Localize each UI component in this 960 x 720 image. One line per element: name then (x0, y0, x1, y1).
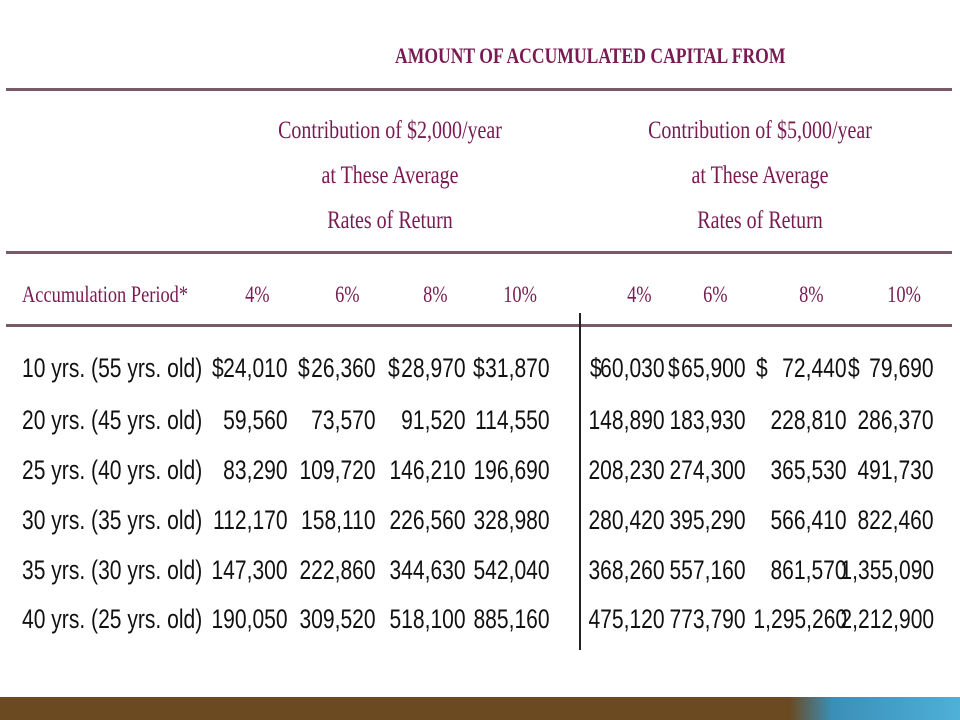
table-cell: 885,160 (473, 604, 550, 634)
table-cell: 196,690 (473, 455, 550, 485)
column-header-rate: 6% (702, 282, 728, 307)
column-header-rate: 8% (422, 282, 448, 307)
row-period-label: 30 yrs. (35 yrs. old) (22, 505, 203, 535)
table-cell: 79,690 (869, 353, 934, 383)
column-header-rate: 10% (503, 282, 537, 307)
table-cell: 822,460 (857, 505, 934, 535)
group-header-2000 (240, 108, 540, 243)
table-cell: 158,110 (301, 505, 376, 535)
table-cell: 542,040 (473, 555, 550, 585)
table-cell: 274,300 (669, 455, 746, 485)
table-cell: 1,295,260 (753, 604, 847, 634)
row-period-label: 25 yrs. (40 yrs. old) (22, 455, 203, 485)
currency-symbol: $ (212, 353, 224, 383)
currency-symbol: $ (473, 353, 485, 383)
currency-symbol: $ (388, 353, 400, 383)
group-header-line: Rates of Return (697, 207, 823, 234)
table-cell: 28,970 (401, 353, 466, 383)
table-cell: 60,030 (600, 353, 665, 383)
currency-symbol: $ (590, 353, 602, 383)
table-cell: 395,290 (669, 505, 746, 535)
table-cell: 59,560 (223, 405, 288, 435)
group-header-line: Contribution of $2,000/year (278, 117, 502, 144)
table-cell: 566,410 (770, 505, 847, 535)
currency-symbol: $ (298, 353, 310, 383)
column-header-rate: 6% (334, 282, 360, 307)
column-header-rate: 4% (244, 282, 270, 307)
table-cell: 109,720 (299, 455, 376, 485)
table-cell: 1,355,090 (840, 555, 934, 585)
table-cell: 26,360 (311, 353, 376, 383)
table-cell: 31,870 (485, 353, 550, 383)
group-header-line: Contribution of $5,000/year (648, 117, 872, 144)
currency-symbol: $ (668, 353, 680, 383)
table-title: AMOUNT OF ACCUMULATED CAPITAL FROM (395, 43, 786, 68)
table-cell: 24,010 (223, 353, 288, 383)
table-cell: 557,160 (669, 555, 746, 585)
currency-symbol: $ (848, 353, 860, 383)
table-cell: 328,980 (473, 505, 550, 535)
rule-middle (6, 251, 952, 254)
footer-accent (790, 697, 960, 720)
table-cell: 475,120 (588, 604, 665, 634)
table-cell: 73,570 (311, 405, 376, 435)
table-cell: 2,212,900 (840, 604, 934, 634)
table-cell: 148,890 (588, 405, 665, 435)
table-cell: 112,170 (213, 505, 288, 535)
column-header-rate: 10% (887, 282, 921, 307)
group-header-5000 (610, 108, 910, 243)
table-cell: 861,570 (770, 555, 847, 585)
rule-bottom (6, 324, 952, 327)
group-header-line: at These Average (691, 162, 829, 189)
table-cell: 228,810 (770, 405, 847, 435)
table-cell: 491,730 (857, 455, 934, 485)
table-cell: 309,520 (299, 604, 376, 634)
column-header-period: Accumulation Period* (22, 282, 189, 307)
table-cell: 280,420 (588, 505, 665, 535)
row-period-label: 10 yrs. (55 yrs. old) (22, 353, 203, 383)
group-header-line: Rates of Return (327, 207, 453, 234)
table-cell: 91,520 (401, 405, 466, 435)
table-cell: 114,550 (475, 405, 550, 435)
table-cell: 368,260 (588, 555, 665, 585)
column-divider (579, 313, 581, 650)
currency-symbol: $ (756, 353, 768, 383)
group-header-line: at These Average (321, 162, 459, 189)
rule-top (6, 88, 952, 91)
table-cell: 183,930 (669, 405, 746, 435)
table-cell: 190,050 (211, 604, 288, 634)
table-cell: 146,210 (389, 455, 466, 485)
table-cell: 773,790 (669, 604, 746, 634)
table-cell: 518,100 (389, 604, 466, 634)
table-cell: 226,560 (389, 505, 466, 535)
table-cell: 72,440 (782, 353, 847, 383)
table-cell: 208,230 (588, 455, 665, 485)
table-cell: 65,900 (681, 353, 746, 383)
table-cell: 83,290 (223, 455, 288, 485)
table-cell: 147,300 (211, 555, 288, 585)
row-period-label: 40 yrs. (25 yrs. old) (22, 604, 203, 634)
column-header-rate: 4% (626, 282, 652, 307)
column-header-rate: 8% (798, 282, 824, 307)
table-cell: 344,630 (389, 555, 466, 585)
table-cell: 222,860 (299, 555, 376, 585)
table-cell: 365,530 (770, 455, 847, 485)
row-period-label: 35 yrs. (30 yrs. old) (22, 555, 203, 585)
row-period-label: 20 yrs. (45 yrs. old) (22, 405, 203, 435)
table-cell: 286,370 (857, 405, 934, 435)
